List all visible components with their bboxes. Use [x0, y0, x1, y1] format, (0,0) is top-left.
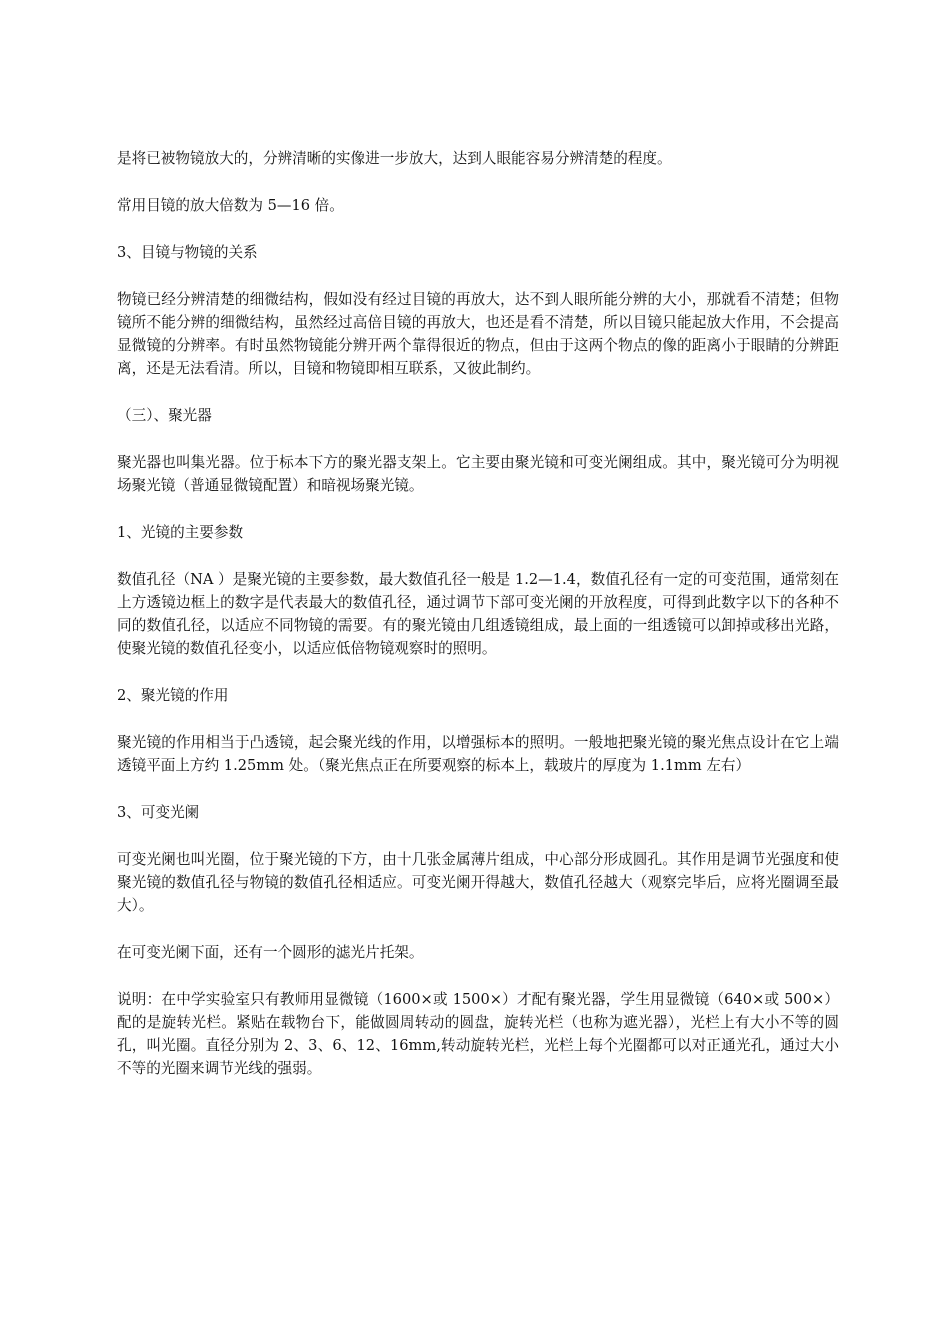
paragraph-eyepiece-objective-relation: 物镜已经分辨清楚的细微结构，假如没有经过目镜的再放大，达不到人眼所能分辨的大小，那就看不清楚；但物镜所不能分辨的细微结构，虽然经过高倍目镜的再放大，也还是看不清楚，所以目镜只能起放大作用，不会提高显微镜的分辨率。有时虽然物镜能分辨开两个靠得很近的物点，但由于这两个物点的像的距离小于眼睛的分辨距离，还是无法看清。所以，目镜和物镜即相互联系，又彼此制约。 [117, 291, 839, 377]
paragraph-filter-holder: 在可变光阑下面，还有一个圆形的滤光片托架。 [117, 944, 424, 961]
paragraph-note: 说明：在中学实验室只有教师用显微镜（1600×或 1500×）才配有聚光器，学生用显微镜（640×或 500×）配的是旋转光栏。紧贴在载物台下，能做圆周转动的圆盘，旋转光栏（也称为遮光器），光栏上有大小不等的圆孔，叫光圈。直径分别为 2、3、6、12、16mm,转动旋转光栏，光栏上每个光圈都可以对正通光孔，通过大小不等的光圈来调节光线的强弱。 [117, 991, 839, 1077]
paragraph-numerical-aperture: 数值孔径（NA ）是聚光镜的主要参数，最大数值孔径一般是 1.2—1.4，数值孔径有一定的可变范围，通常刻在上方透镜边框上的数字是代表最大的数值孔径，通过调节下部可变光阑的开放程度，可得到此数字以下的各种不同的数值孔径，以适应不同物镜的需要。有的聚光镜由几组透镜组成，最上面的一组透镜可以卸掉或移出光路，使聚光镜的数值孔径变小，以适应低倍物镜观察时的照明。 [117, 571, 839, 657]
heading-condenser: （三）、聚光器 [117, 407, 212, 424]
heading-main-parameters: 1、光镜的主要参数 [117, 524, 244, 541]
paragraph-eyepiece-magnification: 常用目镜的放大倍数为 5—16 倍。 [117, 197, 344, 214]
document-page [117, 147, 839, 1104]
paragraph-condenser-function: 聚光镜的作用相当于凸透镜，起会聚光线的作用，以增强标本的照明。一般地把聚光镜的聚光焦点设计在它上端透镜平面上方约 1.25mm 处。（聚光焦点正在所要观察的标本上，载玻片的厚度为 1.1mm 左右） [117, 734, 839, 774]
paragraph-condenser-intro: 聚光器也叫集光器。位于标本下方的聚光器支架上。它主要由聚光镜和可变光阑组成。其中，聚光镜可分为明视场聚光镜（普通显微镜配置）和暗视场聚光镜。 [117, 454, 839, 494]
heading-eyepiece-objective-relation: 3、目镜与物镜的关系 [117, 244, 258, 261]
heading-iris-diaphragm: 3、可变光阑 [117, 804, 200, 821]
paragraph-iris-diaphragm: 可变光阑也叫光圈，位于聚光镜的下方，由十几张金属薄片组成，中心部分形成圆孔。其作用是调节光强度和使聚光镜的数值孔径与物镜的数值孔径相适应。可变光阑开得越大，数值孔径越大（观察完毕后，应将光圈调至最大）。 [117, 851, 839, 914]
heading-condenser-function: 2、聚光镜的作用 [117, 687, 229, 704]
paragraph-eyepiece-function: 是将已被物镜放大的，分辨清晰的实像进一步放大，达到人眼能容易分辨清楚的程度。 [117, 150, 672, 167]
